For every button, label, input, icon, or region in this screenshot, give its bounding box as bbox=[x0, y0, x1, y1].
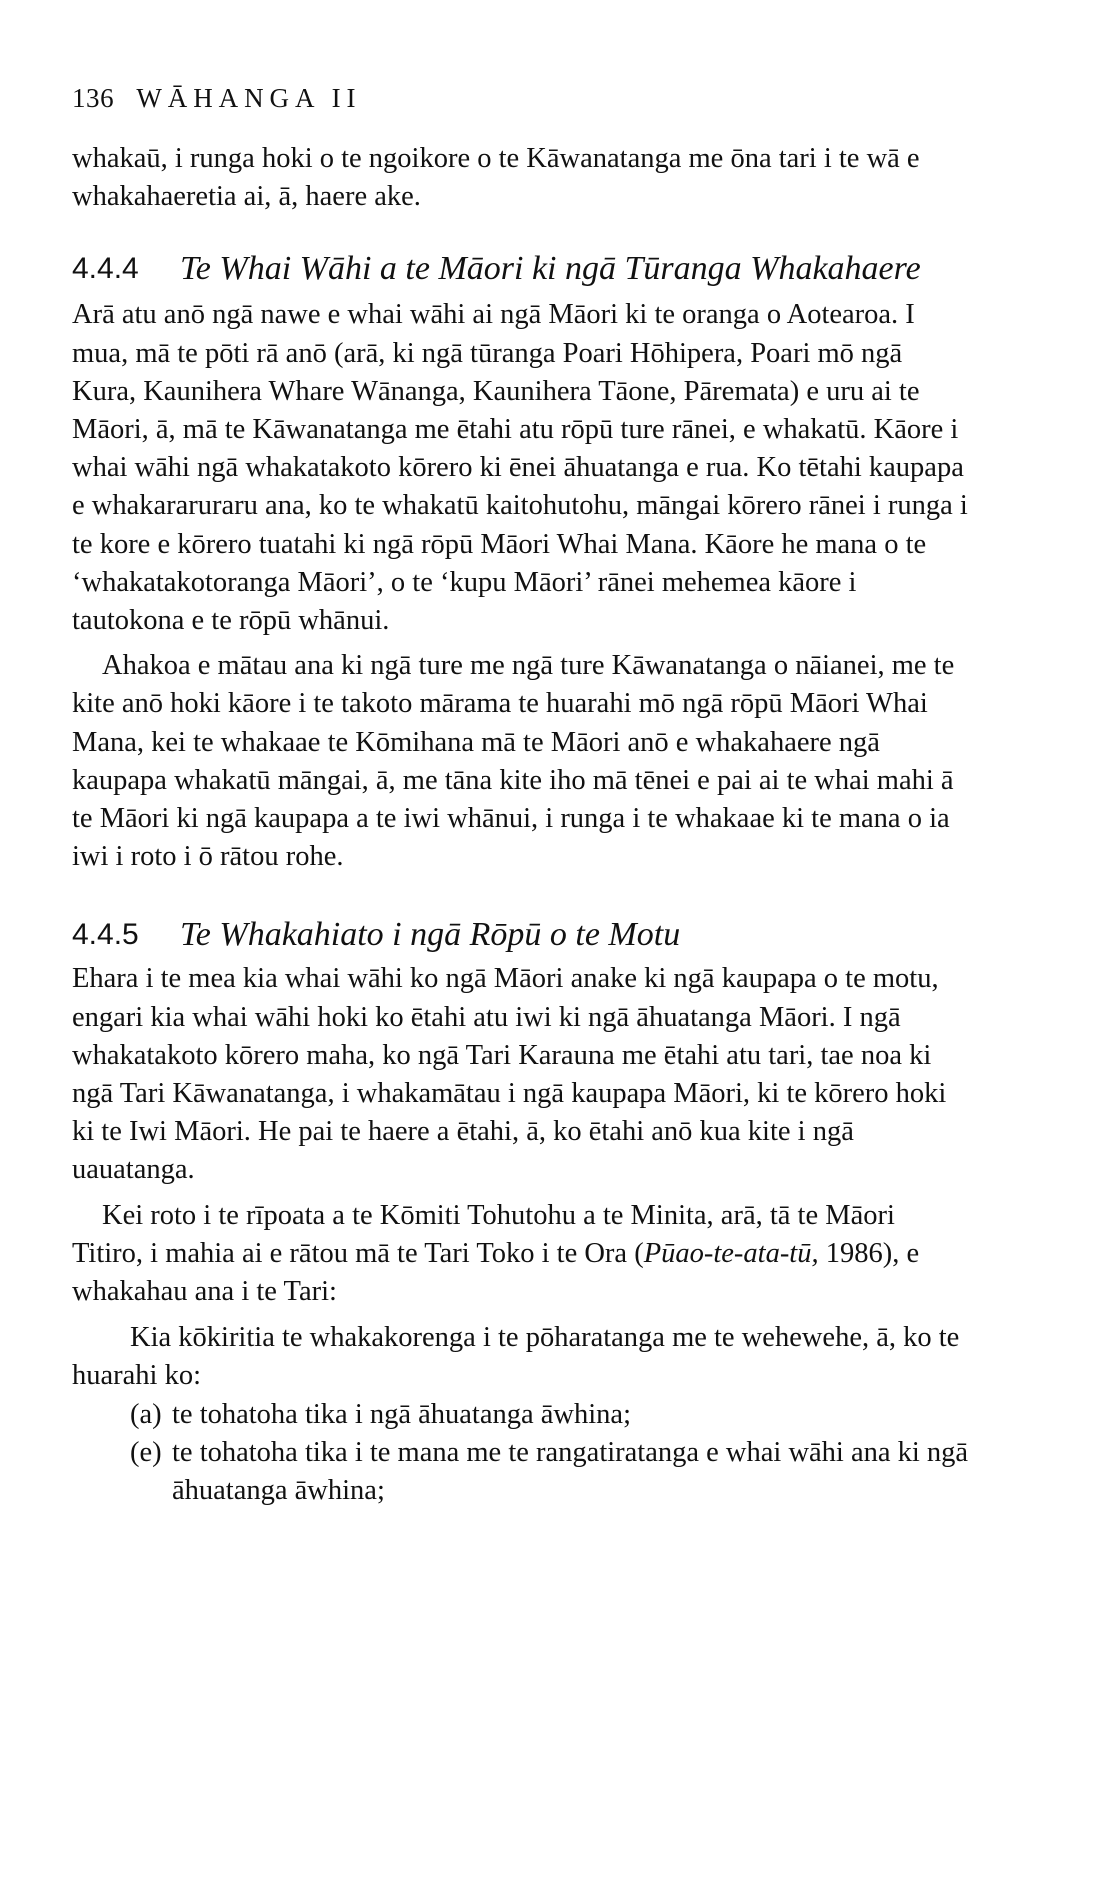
quote-lead: Kia kōkiritia te whakakorenga i te pōharatanga me te wehewehe, ā, ko te huarahi ko: bbox=[72, 1322, 960, 1392]
document-page bbox=[72, 80, 972, 1510]
body-paragraph: Ehara i te mea kia whai wāhi ko ngā Māori anake ki ngā kaupapa o te motu, engari kia whai wāhi hoki ko ētahi atu iwi ki ngā āhuatanga Māori. I ngā whakatakoto kōrero maha, ko ngā Tari Karauna me ētahi atu tari, tae noa ki ngā Tari Kāwanatanga, i whakamātau i ngā kaupapa Māori, ki te kōrero hoki ki te Iwi Māori. He pai te haere a ētahi, ā, ko ētahi anō kua kite i ngā uauatanga. bbox=[72, 963, 947, 1186]
section-number: 4.4.5 bbox=[72, 918, 139, 952]
list-item-label: (e) bbox=[130, 1436, 162, 1468]
paragraph-text: Kei roto i te rīpoata a te Kōmiti Tohutohu a te Minita, arā, tā te Māori Titiro, i mahia ai e rātou mā te Tari Toko i te Ora ( bbox=[72, 1199, 895, 1269]
citation-title: Pūao-te-ata-tū, bbox=[643, 1237, 819, 1269]
list-item-text: te tohatoha tika i te mana me te rangatiratanga e whai wāhi ana ki ngā āhuatanga āwhina; bbox=[172, 1436, 969, 1507]
list-item bbox=[130, 1396, 972, 1434]
running-head bbox=[72, 80, 972, 116]
section-label: WĀHANGA II bbox=[136, 83, 362, 113]
section-heading-4-4-5 bbox=[72, 914, 972, 956]
section-number: 4.4.4 bbox=[72, 252, 139, 286]
paragraph-text: 1986), e whakahau ana i te Tari: bbox=[72, 1237, 920, 1308]
body-paragraph: Ahakoa e mātau ana ki ngā ture me ngā ture Kāwanatanga o nāianei, me te kite anō hoki kāore i te takoto mārama te huarahi mō ngā rōpū Māori Whai Mana, kei te whakaae te Kōmihana mā te Māori anō e whakahaere ngā kaupapa whakatū māngai, ā, me tāna kite iho mā tēnei e pai ai te whai mahi ā te Māori ki ngā kaupapa a te iwi whānui, i runga i te whakaae ki te mana o ia iwi i roto i ō rātou rohe. bbox=[72, 650, 955, 873]
section-title: Te Whai Wāhi a te Māori ki ngā Tūranga Whakahaere bbox=[180, 250, 921, 288]
block-quote bbox=[72, 1319, 972, 1510]
section-heading-4-4-4 bbox=[72, 248, 972, 290]
continuation-paragraph: whakaū, i runga hoki o te ngoikore o te Kāwanatanga me ōna tari i te wā e whakahaeretia ai, ā, haere ake. bbox=[72, 143, 920, 213]
page-number: 136 bbox=[72, 83, 115, 113]
body-paragraph: Arā atu anō ngā nawe e whai wāhi ai ngā Māori ki te oranga o Aotearoa. I mua, mā te pōti rā anō (arā, ki ngā tūranga Poari Hōhipera, Poari mō ngā Kura, Kaunihera Whare Wānanga, Kaunihera Tāone, Pāremata) e uru ai te Māori, ā, mā te Kāwanatanga me ētahi atu rōpū ture rānei, e whakatū. Kāore i whai wāhi ngā whakatakoto kōrero ki ēnei āhuatanga e rua. Ko tētahi kaupapa e whakararuraru ana, ko te whakatū kaitohutohu, māngai kōrero rānei i runga i te kore e kōrero tuatahi ki ngā rōpū Māori Whai Mana. Kāore he mana o te ‘whakatakotoranga Māori’, o te ‘kupu Māori’ rānei mehemea kāore i tautokona e te rōpū whānui. bbox=[72, 299, 968, 637]
list-item-text: te tohatoha tika i ngā āhuatanga āwhina; bbox=[172, 1398, 631, 1430]
list-item bbox=[130, 1434, 972, 1510]
section-title: Te Whakahiato i ngā Rōpū o te Motu bbox=[180, 916, 681, 954]
list-item-label: (a) bbox=[130, 1398, 162, 1430]
body-paragraph bbox=[72, 1197, 972, 1312]
